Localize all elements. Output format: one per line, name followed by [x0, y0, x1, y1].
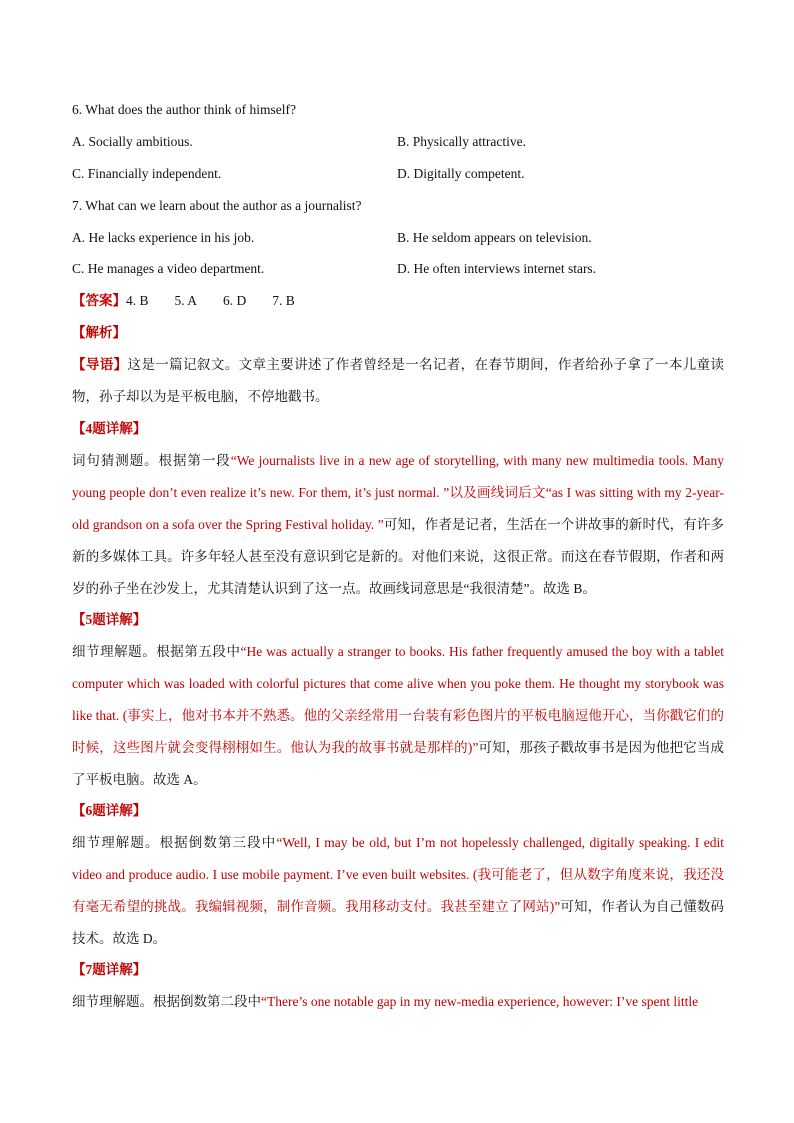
detail-5-rest: 可知，那孩子戳故事书是因为他把它当成了平板电脑。故选 A。 [72, 740, 724, 787]
detail-7-quote: “There’s one notable gap in my new-media experience, however: I’ve spent little [261, 994, 699, 1009]
detail-4-quote: “We journalists live in a new age of storytelling, with many new multimedia tools. Many young people don’t even realize it’s new. For them, it’s just normal. ”以及画线词后文“as I was sitting with my 2-year-old grandson on a sofa over the Spring Festival holiday. ” [72, 453, 724, 532]
guide-paragraph [72, 349, 724, 413]
q7-option-b: B. He seldom appears on television. [397, 230, 592, 245]
q6-option-a: A. Socially ambitious. [72, 134, 193, 149]
detail-4-paragraph [72, 445, 724, 605]
detail-5-quote: “He was actually a stranger to books. His father frequently amused the boy with a tablet computer which was loaded with colorful pictures that come alive when you poke them. He thought my storybook was like that. (事实上，他对书本并不熟悉。他的父亲经常用一台装有彩色图片的平板电脑逗他开心，当你戳它们的时候，这些图片就会变得栩栩如生。他认为我的故事书就是那样的)” [72, 644, 724, 755]
detail-7-paragraph [72, 986, 724, 1018]
guide-text: 这是一篇记叙文。文章主要讲述了作者曾经是一名记者，在春节期间，作者给孙子拿了一本儿童读物，孙子却以为是平板电脑，不停地戳书。 [72, 357, 725, 404]
q6-option-b: B. Physically attractive. [397, 134, 526, 149]
detail-5-label: 【5题详解】 [72, 612, 147, 627]
q7-option-c: C. He manages a video department. [72, 261, 265, 276]
q7-question: 7. What can we learn about the author as a journalist? [72, 198, 362, 213]
detail-6-paragraph [72, 827, 724, 955]
q6-option-d: D. Digitally competent. [397, 166, 525, 181]
answer-line [72, 291, 321, 311]
answer-label: 【答案】 [72, 293, 126, 308]
detail-6-quote: “Well, I may be old, but I’m not hopelessly challenged, digitally speaking. I edit video and produce audio. I use mobile payment. I’ve even built websites. (我可能老了，但从数字角度来说，我还没有毫无希望的挑战。我编辑视频，制作音频。我用移动支付。我甚至建立了网站)” [72, 835, 724, 914]
q7-option-a: A. He lacks experience in his job. [72, 230, 255, 245]
detail-6-rest: 可知，作者认为自己懂数码技术。故选 D。 [72, 899, 724, 946]
detail-5-paragraph [72, 636, 724, 796]
detail-7-label: 【7题详解】 [72, 962, 147, 977]
detail-6-prefix: 细节理解题。根据倒数第三段中 [72, 835, 277, 850]
q6-option-c: C. Financially independent. [72, 166, 222, 181]
q6-question: 6. What does the author think of himself? [72, 102, 296, 117]
analysis-label: 【解析】 [72, 325, 126, 340]
detail-6-label: 【6题详解】 [72, 803, 147, 818]
answer-item: 5. A [174, 293, 198, 308]
detail-4-label: 【4题详解】 [72, 421, 147, 436]
answer-item: 4. B [126, 293, 149, 308]
detail-7-prefix: 细节理解题。根据倒数第二段中 [72, 994, 261, 1009]
detail-4-prefix: 词句猜测题。根据第一段 [72, 453, 231, 468]
q7-option-d: D. He often interviews internet stars. [397, 261, 597, 276]
answer-item: 6. D [223, 293, 247, 308]
guide-label: 【导语】 [72, 357, 128, 372]
detail-5-prefix: 细节理解题。根据第五段中 [72, 644, 241, 659]
detail-4-rest: 可知，作者是记者，生活在一个讲故事的新时代，有许多新的多媒体工具。许多年轻人甚至没有意识到它是新的。对他们来说，这很正常。而这在春节假期，作者和两岁的孙子坐在沙发上，尤其清楚认识到了这一点。故画线词意思是“我很清楚”。故选 B。 [72, 517, 724, 596]
answer-item: 7. B [272, 293, 295, 308]
